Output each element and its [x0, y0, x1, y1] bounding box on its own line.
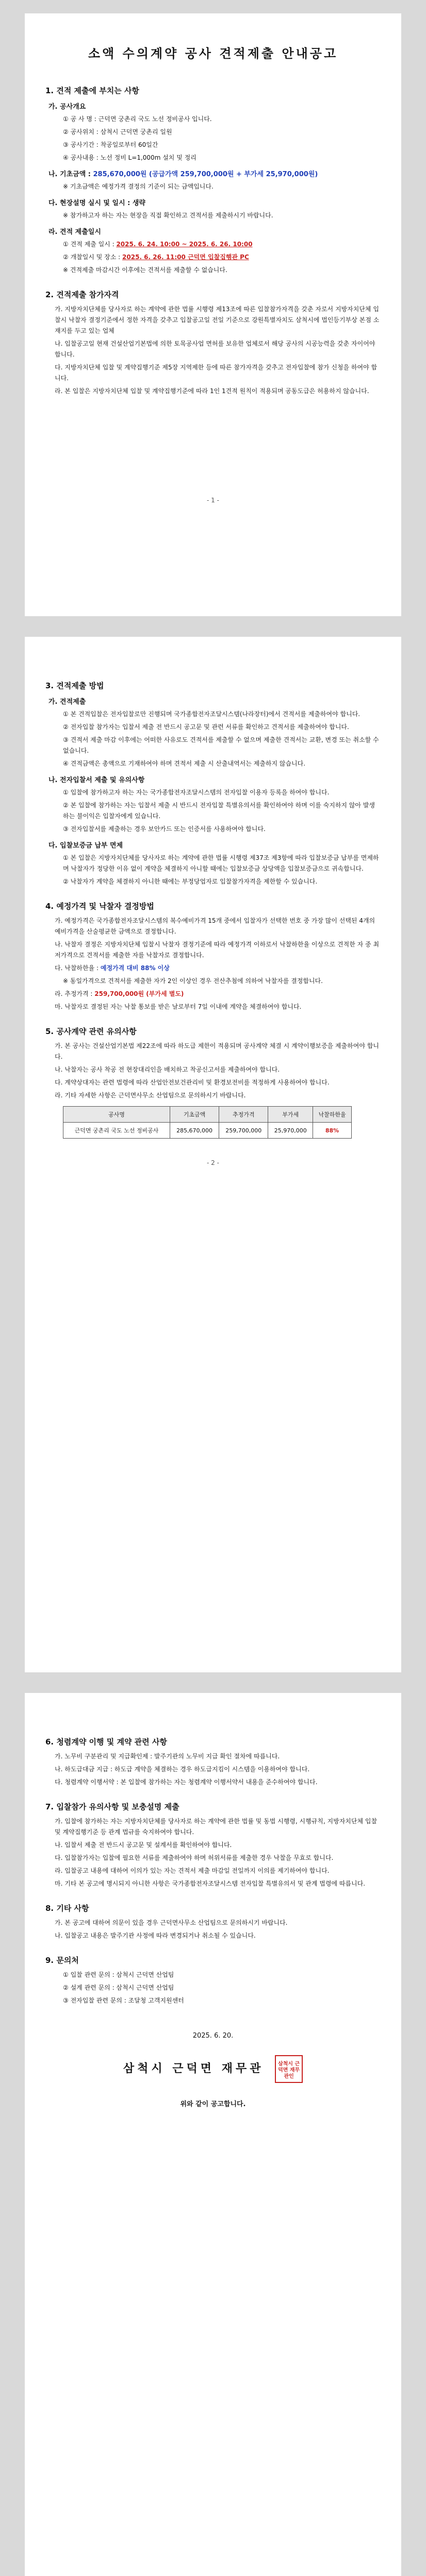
submission-period-label: ① 견적 제출 일시 : [63, 241, 117, 248]
table-header-cell: 낙찰하한율 [313, 1107, 352, 1123]
table-header-row [63, 1107, 352, 1123]
estimated-price-label: 라. 추정가격 : [55, 990, 95, 997]
table-cell: 259,700,000 [219, 1123, 268, 1139]
site-briefing-note: ※ 참가하고자 하는 자는 현장을 직접 확인하고 견적서를 제출하시기 바랍니다. [63, 212, 273, 219]
participation-note-4: 라. 입찰공고 내용에 대하여 이의가 있는 자는 견적서 제출 마감일 전일까지 이의를 제기하여야 합니다. [55, 1867, 330, 1874]
e-bid-note-2: ② 본 입찰에 참가하는 자는 입찰서 제출 시 반드시 전자입찰 특별유의서를 확인하여야 하며 이를 숙지하지 않아 발생하는 불이익은 입찰자에게 있습니다. [63, 802, 375, 820]
submission-method-2: ② 전자입찰 참가자는 입찰서 제출 전 반드시 공고문 및 관련 서류를 확인하고 견적서를 제출하여야 합니다. [63, 723, 349, 731]
price-method-2: 나. 낙찰자 결정은 지방자치단체 입찰시 낙찰자 결정기준에 따라 예정가격 이하로서 낙찰하한율 이상으로 견적한 자 중 최저가격으로 견적서를 제출한 자를 낙찰자로 결정합니다. [55, 941, 380, 959]
contract-note-4: 라. 기타 자세한 사항은 근덕면사무소 산업팀으로 문의하시기 바랍니다. [55, 1092, 246, 1099]
eligibility-item-4: 라. 본 입찰은 지방자치단체 입찰 및 계약집행기준에 따라 1인 1견적 원칙이 적용되며 공동도급은 허용하지 않습니다. [55, 387, 369, 395]
bid-bond-note-2: ② 낙찰자가 계약을 체결하지 아니한 때에는 부정당업자로 입찰참가자격을 제한할 수 있습니다. [63, 878, 318, 885]
eligibility-item-3: 다. 지방자치단체 입찰 및 계약집행기준 제5장 지역제한 등에 따른 참가자격을 갖추고 전자입찰에 참가 신청을 하여야 합니다. [55, 364, 378, 382]
bid-bond-note-1: ① 본 입찰은 지방자치단체를 당사자로 하는 계약에 관한 법률 시행령 제37조 제3항에 따라 입찰보증금 납부를 면제하며 낙찰자가 정당한 이유 없이 계약을 체결하지 아니할 때에는 입찰보증금 상당액을 입찰보증금으로 귀속합니다. [63, 854, 379, 872]
issuer-signature [45, 2055, 381, 2083]
section-6-heading: 6. 청렴계약 이행 및 계약 관련 사항 [45, 1737, 167, 1747]
base-amount-note: ※ 기초금액은 예정가격 결정의 기준이 되는 금액입니다. [63, 183, 214, 190]
participation-note-2: 나. 입찰서 제출 전 반드시 공고문 및 설계서를 확인하여야 합니다. [55, 1841, 232, 1849]
contact-item-2: ② 설계 관련 문의 : 삼척시 근덕면 산업팀 [63, 1984, 174, 1991]
table-cell: 근덕면 궁촌리 국도 노선 정비공사 [63, 1123, 170, 1139]
section-3-3-heading: 다. 입찰보증금 납부 면제 [48, 842, 123, 850]
section-9-heading: 9. 문의처 [45, 1956, 79, 1965]
eligibility-item-2: 나. 입찰공고일 현재 건설산업기본법에 의한 토목공사업 면허를 보유한 업체로서 해당 공사의 시공능력을 갖춘 자이어야 합니다. [55, 340, 375, 358]
overview-item-2: ② 공사위치 : 삼척시 근덕면 궁촌리 일원 [63, 128, 172, 135]
base-amount-line [48, 168, 381, 178]
table-cell: 25,970,000 [268, 1123, 313, 1139]
contact-item-3: ③ 전자입찰 관련 문의 : 조달청 고객지원센터 [63, 1997, 184, 2004]
submission-method-4: ④ 견적금액은 총액으로 기재하여야 하며 견적서 제출 시 산출내역서는 제출하지 않습니다. [63, 760, 306, 767]
contract-deadline-note: 마. 낙찰자로 결정된 자는 낙찰 통보를 받은 날로부터 7일 이내에 계약을 체결하여야 합니다. [55, 1003, 302, 1010]
section-1-heading: 1. 견적 제출에 부치는 사항 [45, 86, 139, 95]
contract-note-2: 나. 낙찰자는 공사 착공 전 현장대리인을 배치하고 착공신고서를 제출하여야 합니다. [55, 1066, 280, 1073]
estimated-price-line [55, 989, 381, 999]
document-page-1 [25, 13, 401, 616]
overview-item-1: ① 공 사 명 : 근덕면 궁촌리 국도 노선 정비공사 입니다. [63, 115, 212, 123]
submission-note: ※ 견적제출 마감시간 이후에는 견적서를 제출할 수 없습니다. [63, 266, 227, 274]
issuer-name: 삼척시 근덕면 재무관 [123, 2062, 264, 2075]
document-page-2 [25, 637, 401, 1672]
site-briefing-value: 생략 [132, 199, 145, 207]
submission-method-3: ③ 견적서 제출 마감 이후에는 어떠한 사유로도 견적서를 제출할 수 없으며 제출한 견적서는 교환, 변경 또는 취소할 수 없습니다. [63, 736, 379, 754]
tie-break-note: ※ 동일가격으로 견적서를 제출한 자가 2인 이상인 경우 전산추첨에 의하여 낙찰자를 결정합니다. [63, 977, 323, 985]
participation-note-5: 마. 기타 본 공고에 명시되지 아니한 사항은 국가종합전자조달시스템 전자입찰 특별유의서 및 관계 법령에 따릅니다. [55, 1880, 366, 1887]
misc-note-2: 나. 입찰공고 내용은 발주기관 사정에 따라 변경되거나 취소될 수 있습니다. [55, 1932, 256, 1939]
submission-datetime-heading: 라. 견적 제출일시 [48, 228, 101, 236]
price-summary-table [63, 1106, 352, 1139]
document-title: 소액 수의계약 공사 견적제출 안내공고 [88, 46, 338, 61]
section-4-heading: 4. 예정가격 및 낙찰자 결정방법 [45, 902, 154, 911]
section-8-heading: 8. 기타 사항 [45, 1904, 89, 1913]
section-3-1-heading: 가. 견적제출 [48, 698, 86, 706]
site-briefing-label: 다. 현장설명 실시 및 일시 : [48, 199, 133, 207]
opening-datetime-value: 2025. 6. 26. 11:00 근덕면 입찰집행관 PC [122, 253, 249, 261]
e-bid-note-1: ① 입찰에 참가하고자 하는 자는 국가종합전자조달시스템의 전자입찰 이용자 등록을 하여야 합니다. [63, 789, 330, 796]
opening-datetime-label: ② 개찰일시 및 장소 : [63, 253, 123, 261]
page-1-spacer [45, 399, 381, 476]
integrity-note-1: 가. 노무비 구분관리 및 지급확인제 : 발주기관의 노무비 지급 확인 절차에 따릅니다. [55, 1753, 280, 1760]
table-row [63, 1123, 352, 1139]
lower-limit-label: 다. 낙찰하한율 : [55, 964, 101, 972]
document-page-3 [25, 1693, 401, 2576]
section-3-2-heading: 나. 전자입찰서 제출 및 유의사항 [48, 776, 145, 784]
submission-period-line [63, 239, 381, 250]
estimated-price-value: 259,700,000원 (부가세 별도) [94, 990, 184, 997]
base-amount-value: 285,670,000원 (공급가액 259,700,000원 + 부가세 25,970,000원) [93, 171, 318, 178]
price-method-1: 가. 예정가격은 국가종합전자조달시스템의 복수예비가격 15개 중에서 입찰자가 선택한 번호 중 가장 많이 선택된 4개의 예비가격을 산술평균한 금액으로 결정합니다. [55, 917, 375, 935]
lower-limit-line [55, 963, 381, 974]
section-3-heading: 3. 견적제출 방법 [45, 681, 104, 690]
closing-statement: 위와 같이 공고합니다. [180, 2100, 246, 2108]
table-cell: 285,670,000 [170, 1123, 219, 1139]
overview-item-3: ③ 공사기간 : 착공일로부터 60일간 [63, 141, 158, 148]
participation-note-1: 가. 입찰에 참가하는 자는 지방자치단체를 당사자로 하는 계약에 관한 법률 및 동법 시행령, 시행규칙, 지방자치단체 입찰 및 계약집행기준 등 관계 법규를 숙지하여야 합니다. [55, 1818, 378, 1836]
base-amount-label: 나. 기초금액 : [48, 171, 93, 178]
announcement-date: 2025. 6. 20. [192, 2032, 234, 2040]
table-cell: 88% [313, 1123, 352, 1139]
overview-item-4: ④ 공사내용 : 노선 정비 L=1,000m 설치 및 정리 [63, 154, 196, 161]
page-number: - 2 - [207, 1159, 219, 1166]
integrity-note-2: 나. 하도급대금 지급 : 하도급 계약을 체결하는 경우 하도급지킴이 시스템을 이용하여야 합니다. [55, 1766, 310, 1773]
eligibility-item-1: 가. 지방자치단체를 당사자로 하는 계약에 관한 법률 시행령 제13조에 따른 입찰참가자격을 갖춘 자로서 지방자치단체 입찰시 낙찰자 결정기준에서 정한 자격을 갖추고 입찰공고일 전일 기준으로 강원특별자치도 삼척시에 법인등기부상 본점 소재지를 두고 있는 업체 [55, 306, 380, 334]
page-number: - 1 - [207, 497, 219, 504]
e-bid-note-3: ③ 전자입찰서를 제출하는 경우 보안카드 또는 인증서를 사용하여야 합니다. [63, 825, 266, 833]
submission-period-value: 2025. 6. 24. 10:00 ~ 2025. 6. 26. 10:00 [116, 241, 253, 248]
submission-method-1: ① 본 견적입찰은 전자입찰로만 진행되며 국가종합전자조달시스템(나라장터)에서 견적서를 제출하여야 합니다. [63, 710, 361, 718]
lower-limit-value: 예정가격 대비 88% 이상 [100, 964, 170, 972]
site-briefing-line [48, 197, 381, 207]
table-header-cell: 부가세 [268, 1107, 313, 1123]
table-header-cell: 추정가격 [219, 1107, 268, 1123]
table-header-cell: 공사명 [63, 1107, 170, 1123]
misc-note-1: 가. 본 공고에 대하여 의문이 있을 경우 근덕면사무소 산업팀으로 문의하시기 바랍니다. [55, 1919, 288, 1926]
contact-item-1: ① 입찰 관련 문의 : 삼척시 근덕면 산업팀 [63, 1971, 174, 1978]
section-7-heading: 7. 입찰참가 유의사항 및 보충설명 제출 [45, 1802, 179, 1811]
integrity-note-3: 다. 청렴계약 이행서약 : 본 입찰에 참가하는 자는 청렴계약 이행서약서 내용을 준수하여야 합니다. [55, 1778, 318, 1786]
opening-datetime-line [63, 252, 381, 263]
section-1-1-heading: 가. 공사개요 [48, 103, 86, 111]
section-2-heading: 2. 견적제출 참가자격 [45, 290, 119, 299]
contract-note-3: 다. 계약상대자는 관련 법령에 따라 산업안전보건관리비 및 환경보전비를 적정하게 사용하여야 합니다. [55, 1079, 330, 1086]
participation-note-3: 다. 입찰참가자는 입찰에 필요한 서류를 제출하여야 하며 허위서류를 제출한 경우 낙찰을 무효로 합니다. [55, 1854, 334, 1861]
official-seal-icon: 삼척시 근덕면 재무관인 [275, 2055, 303, 2083]
contract-note-1: 가. 본 공사는 건설산업기본법 제22조에 따라 하도급 제한이 적용되며 공사계약 체결 시 계약이행보증을 제출하여야 합니다. [55, 1042, 379, 1060]
table-header-cell: 기초금액 [170, 1107, 219, 1123]
section-5-heading: 5. 공사계약 관련 유의사항 [45, 1027, 137, 1036]
